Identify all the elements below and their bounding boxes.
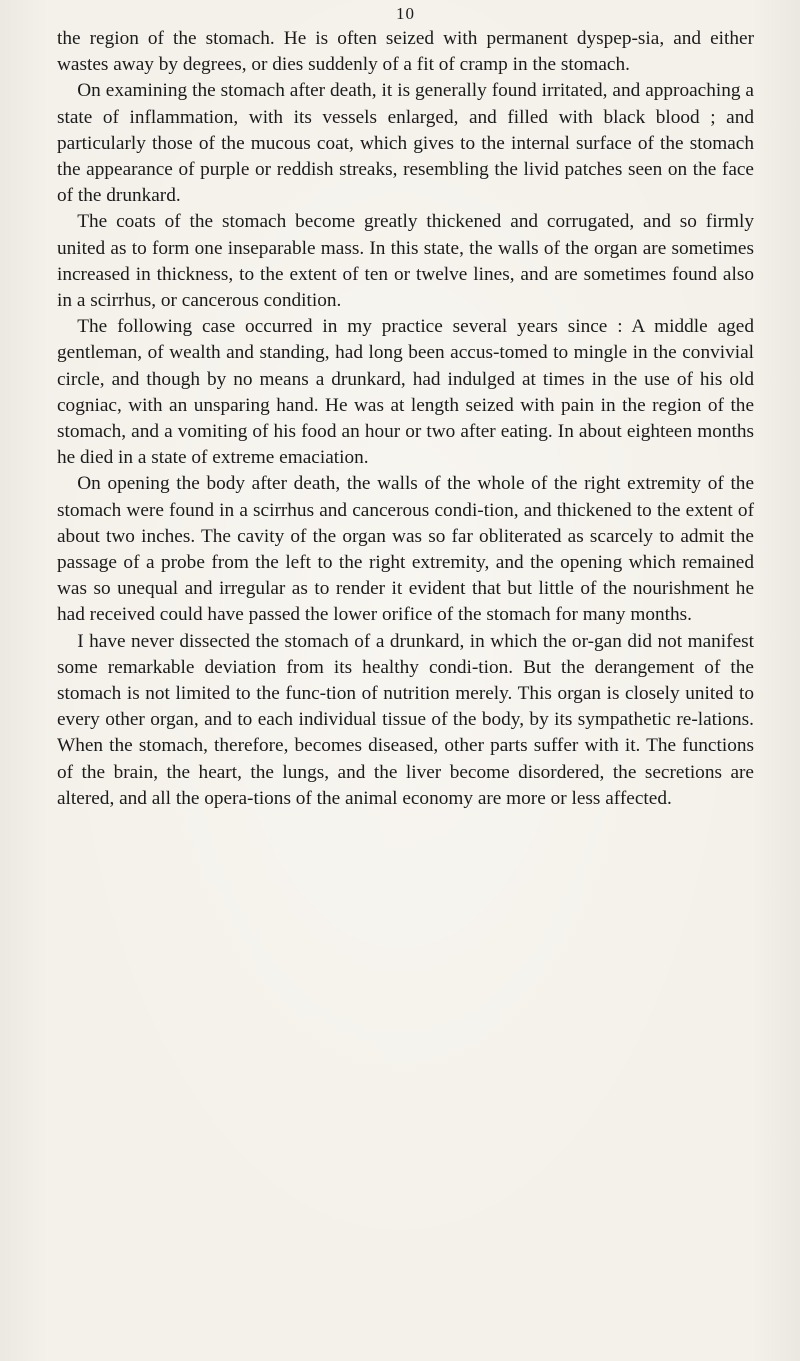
paragraph-continued: the region of the stomach. He is often seized with permanent dyspep-sia, and either wastes away by degrees, or dies suddenly of a fit of cramp in the stomach. [57, 28, 754, 76]
page-number: 10 [396, 4, 415, 23]
paragraph-examining-stomach: On examining the stomach after death, it is generally found irritated, and approaching a state of inflammation, with its vessels enlarged, and filled with black blood ; and particularly those of the mucous coat, which gives to the internal surface of the stomach the appearance of purple or reddish streaks, resembling the livid patches seen on the face of the drunkard. [57, 80, 754, 207]
body-text [57, 26, 754, 812]
paragraph-case-report: The following case occurred in my practice several years since : A middle aged gentleman, of wealth and standing, had long been accus-tomed to mingle in the convivial circle, and though by no means a drunkard, had indulged at times in the use of his old cogniac, with an unsparing hand. He was at length seized with pain in the region of the stomach, and a vomiting of his food an hour or two after eating. In about eighteen months he died in a state of extreme emaciation. [57, 316, 754, 469]
paragraph-coats-thickened: The coats of the stomach become greatly thickened and corrugated, and so firmly united as to form one inseparable mass. In this state, the walls of the organ are sometimes increased in thickness, to the extent of ten or twelve lines, and are sometimes found also in a scirrhus, or cancerous condition. [57, 211, 754, 312]
paragraph-autopsy: On opening the body after death, the walls of the whole of the right extremity of the stomach were found in a scirrhus and cancerous condi-tion, and thickened to the extent of about two inches. The cavity of the organ was so far obliterated as scarcely to admit the passage of a probe from the left to the right extremity, and the opening which remained was so unequal and irregular as to render it evident that but little of the nourishment he had received could have passed the lower orifice of the stomach for many months. [57, 473, 754, 626]
paragraph-dissection-remarks: I have never dissected the stomach of a drunkard, in which the or-gan did not manifest some remarkable deviation from its healthy condi-tion. But the derangement of the stomach is not limited to the func-tion of nutrition merely. This organ is closely united to every other organ, and to each individual tissue of the body, by its sympathetic re-lations. When the stomach, therefore, becomes diseased, other parts suffer with it. The functions of the brain, the heart, the lungs, and the liver become disordered, the secretions are altered, and all the opera-tions of the animal economy are more or less affected. [57, 630, 754, 809]
